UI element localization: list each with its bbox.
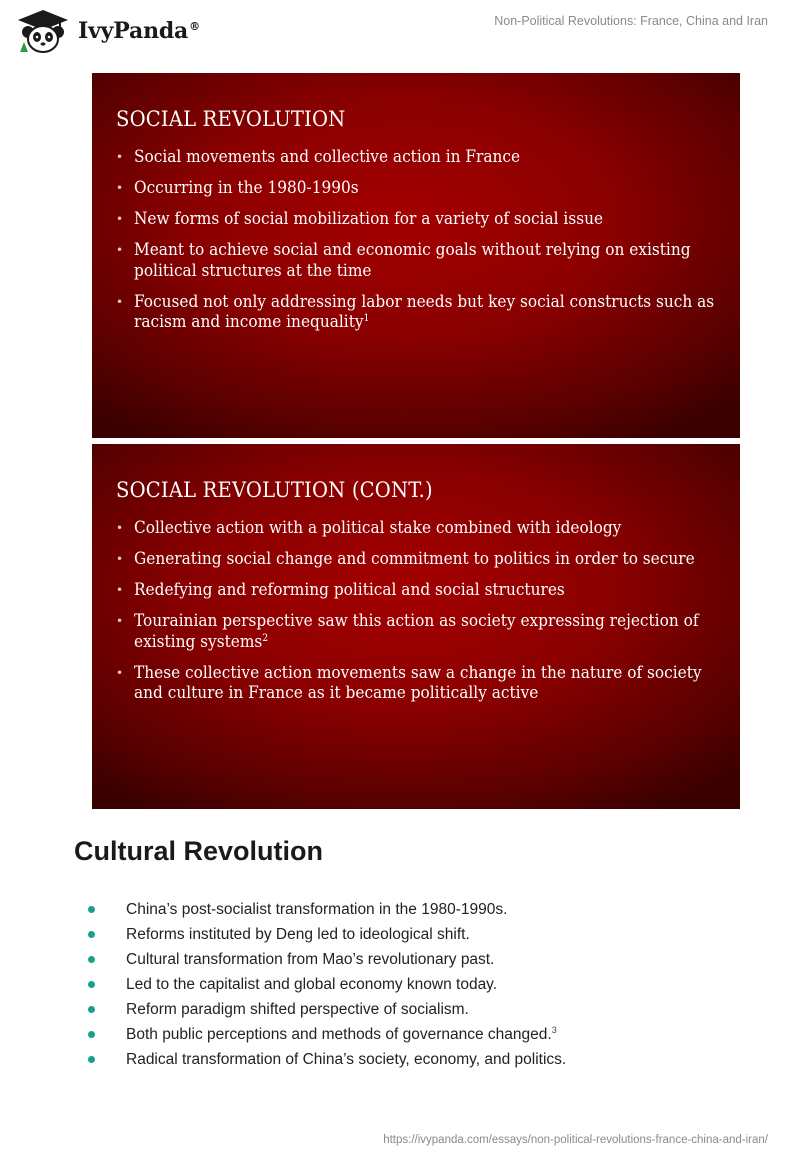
bullet-dot-icon — [88, 956, 95, 963]
bullet-icon: • — [116, 614, 124, 628]
slide-bullet-item: • New forms of social mobilization for a variety of social issue — [116, 209, 604, 228]
list-item: Both public perceptions and methods of governance changed.$^3$ — [86, 1022, 566, 1047]
list-item: Radical transformation of China’s society, economy, and politics. — [86, 1047, 566, 1072]
bullet-dot-icon — [88, 1056, 95, 1063]
list-item: China’s post-socialist transformation in the 1980-1990s. — [86, 897, 566, 922]
bullet-dot-icon — [88, 1031, 95, 1038]
slide-bullet-item: • Collective action with a political stake combined with ideology — [116, 518, 622, 537]
bullet-icon: • — [116, 294, 124, 309]
bullet-icon: • — [116, 665, 124, 680]
list-item: Cultural transformation from Mao’s revolutionary past. — [86, 947, 566, 972]
slide-bullet-item: • Focused not only addressing labor needs but key social constructs such as racism and income inequality$^1$ — [116, 291, 715, 331]
cultural-revolution-list — [86, 897, 566, 1072]
page-header — [0, 0, 800, 60]
slide-bullet-item: • Meant to achieve social and economic goals without relying on existing political structures at the time — [116, 240, 691, 280]
slide-social-revolution — [92, 73, 740, 438]
brand-name: IvyPanda® — [78, 18, 200, 44]
bullet-icon: • — [116, 552, 124, 566]
bullet-icon: • — [116, 243, 124, 257]
source-url[interactable]: https://ivypanda.com/essays/non-political-revolutions-france-china-and-iran/ — [383, 1134, 768, 1146]
slide-bullet-list — [116, 147, 718, 333]
slide-bullet-list — [116, 518, 718, 704]
bullet-dot-icon — [88, 981, 95, 988]
slide-bullet-item: • Redefying and reforming political and social structures — [116, 580, 565, 599]
slide-bullet-item: • Social movements and collective action in France — [116, 147, 521, 166]
panda-graduation-cap-icon — [14, 8, 72, 54]
slide-title: SOCIAL REVOLUTION — [116, 107, 346, 131]
bullet-icon: • — [116, 583, 124, 597]
bullet-icon: • — [116, 521, 124, 535]
bullet-icon: • — [116, 212, 124, 226]
list-item: Reforms instituted by Deng led to ideological shift. — [86, 922, 566, 947]
slide-social-revolution-cont — [92, 444, 740, 809]
list-item: Led to the capitalist and global economy known today. — [86, 972, 566, 997]
slide-bullet-item: • Generating social change and commitment to politics in order to secure — [116, 549, 695, 568]
footnote-ref[interactable]: 3 — [551, 1025, 557, 1035]
ivypanda-logo[interactable] — [14, 8, 200, 54]
footnote-ref[interactable]: 1 — [363, 313, 370, 324]
footnote-ref[interactable]: 2 — [262, 632, 269, 644]
bullet-icon: • — [116, 150, 124, 164]
document-title: Non-Political Revolutions: France, China and Iran — [494, 14, 768, 28]
bullet-dot-icon — [88, 906, 95, 913]
list-item: Reform paradigm shifted perspective of socialism. — [86, 997, 566, 1022]
slide-bullet-item: • Tourainian perspective saw this action as society expressing rejection of existing systems$^2$ — [116, 611, 699, 651]
slide-bullet-item: • These collective action movements saw a change in the nature of society and culture in France as it became politically active — [116, 662, 702, 702]
bullet-dot-icon — [88, 1006, 95, 1013]
bullet-icon: • — [116, 181, 124, 195]
slide-bullet-item: • Occurring in the 1980-1990s — [116, 178, 359, 197]
bullet-dot-icon — [88, 931, 95, 938]
slide-title: SOCIAL REVOLUTION (CONT.) — [116, 478, 433, 502]
section-heading: Cultural Revolution — [74, 836, 323, 866]
